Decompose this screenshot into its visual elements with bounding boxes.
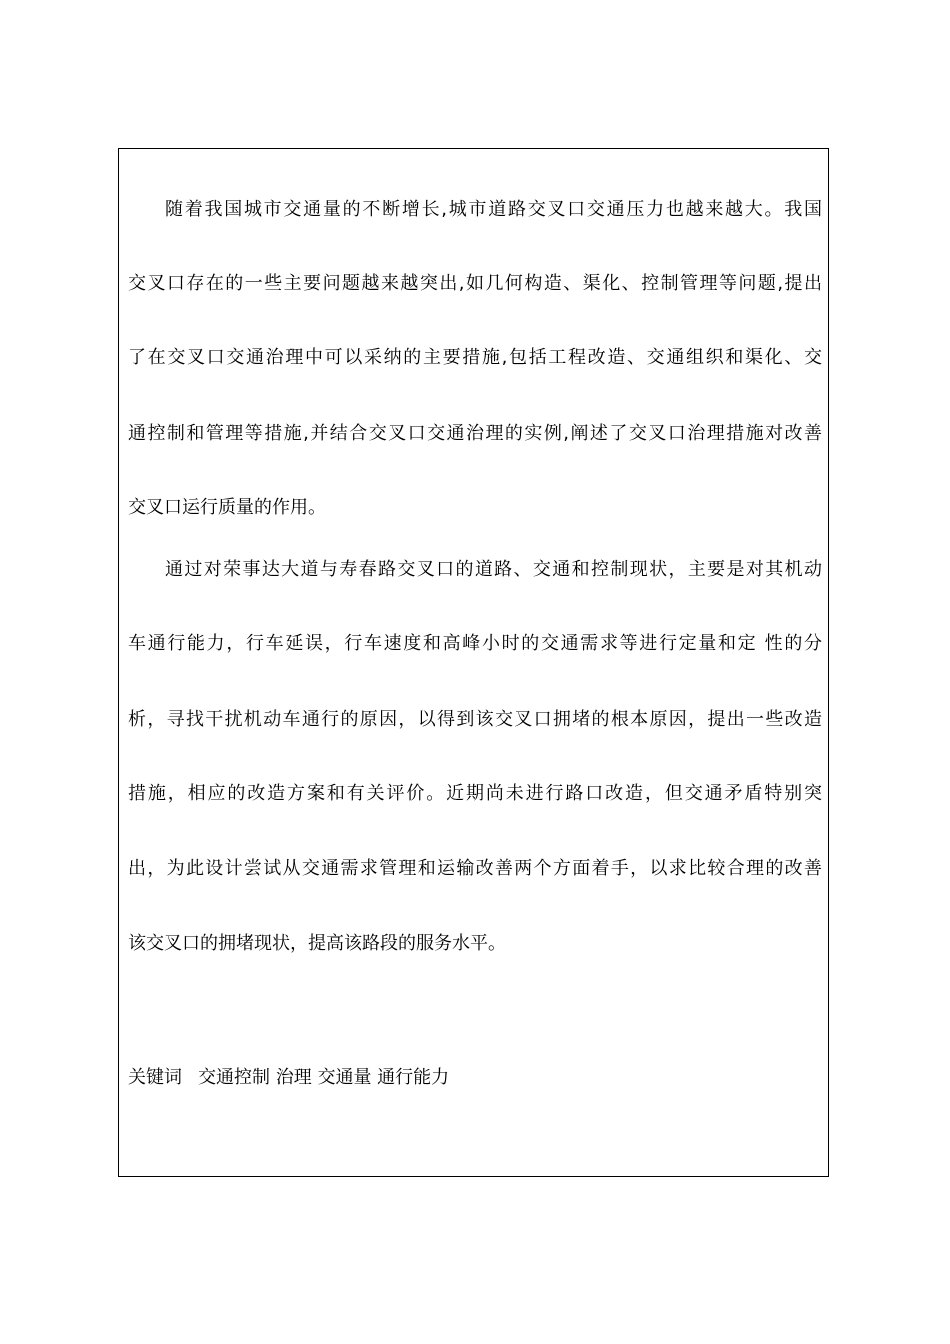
paragraph-1-line-5: 交叉口运行质量的作用。: [128, 497, 326, 518]
paragraph-2-line-3: 析，寻找干扰机动车通行的原因，以得到该交叉口拥堵的根本原因，提出一些改造: [128, 709, 822, 730]
paragraph-1-line-1: 随着我国城市交通量的不断增长,城市道路交叉口交通压力也越来越大。我国: [165, 199, 822, 220]
paragraph-1-line-2: 交叉口存在的一些主要问题越来越突出,如几何构造、渠化、控制管理等问题,提出: [128, 273, 822, 294]
paragraph-2-line-6: 该交叉口的拥堵现状，提高该路段的服务水平。: [128, 933, 506, 954]
paragraph-1-line-3: 了在交叉口交通治理中可以采纳的主要措施,包括工程改造、交通组织和渠化、交: [128, 347, 822, 368]
paragraph-1-line-4: 通控制和管理等措施,并结合交叉口交通治理的实例,阐述了交叉口治理措施对改善: [128, 423, 822, 444]
paragraph-2-line-1: 通过对荣事达大道与寿春路交叉口的道路、交通和控制现状，主要是对其机动: [165, 559, 822, 580]
keywords-row: [128, 1066, 449, 1090]
paragraph-2-line-2: 车通行能力，行车延误，行车速度和高峰小时的交通需求等进行定量和定 性的分: [128, 633, 822, 654]
keywords-label: 关键词: [128, 1067, 182, 1088]
paragraph-2-line-5: 出，为此设计尝试从交通需求管理和运输改善两个方面着手，以求比较合理的改善: [128, 858, 822, 879]
keywords-terms: 交通控制 治理 交通量 通行能力: [198, 1067, 450, 1088]
abstract-frame: [118, 148, 829, 1177]
paragraph-2-line-4: 措施，相应的改造方案和有关评价。近期尚未进行路口改造，但交通矛盾特别突: [128, 783, 822, 804]
